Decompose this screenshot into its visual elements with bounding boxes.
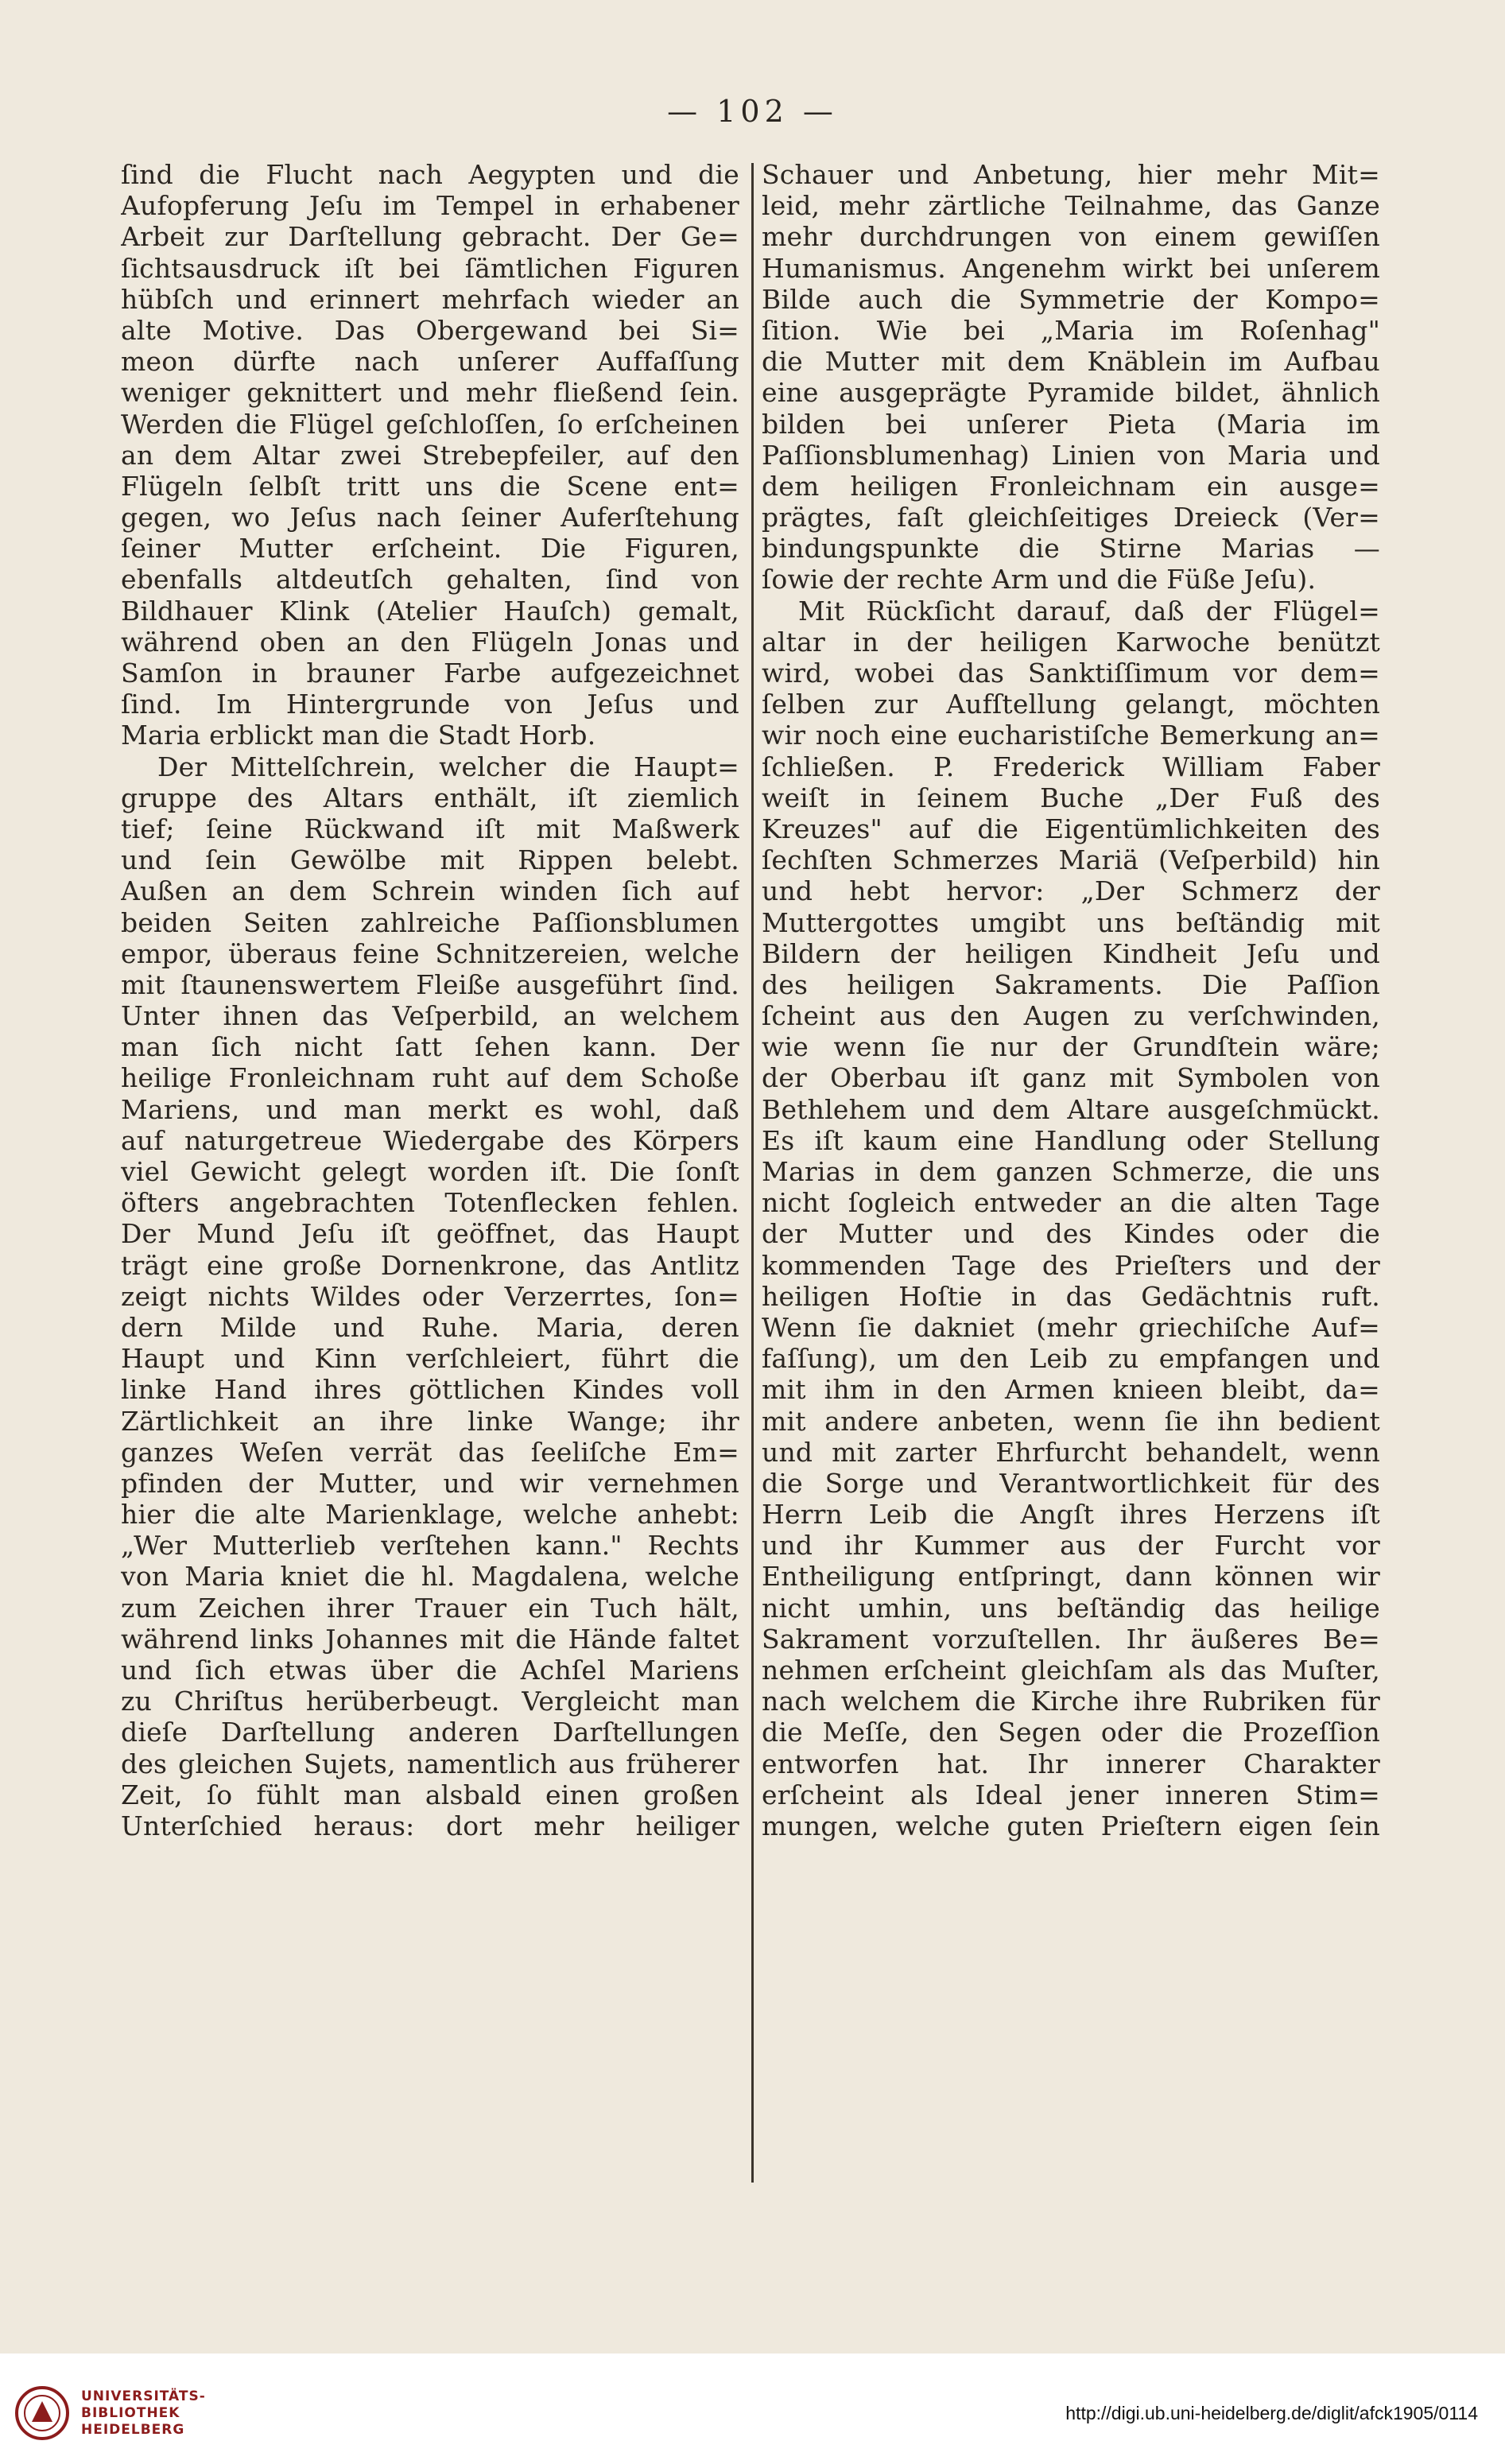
text-line: wie wenn ſie nur der Grundſtein wäre; xyxy=(762,1031,1380,1063)
text-line: Bethlehem und dem Altare ausgeſchmückt. xyxy=(762,1093,1380,1125)
text-line: Bilde auch die Symmetrie der Kompo= xyxy=(762,283,1380,315)
text-line: entworfen hat. Ihr innerer Charakter xyxy=(762,1748,1380,1779)
text-line: ſind die Flucht nach Aegypten und die xyxy=(121,159,739,190)
text-line: heiligen Hoſtie in das Gedächtnis ruft. xyxy=(762,1280,1380,1312)
library-name xyxy=(81,2388,206,2439)
text-line: während oben an den Flügeln Jonas und xyxy=(121,626,739,658)
text-line: zeigt nichts Wildes oder Verzerrtes, ſon= xyxy=(121,1280,739,1312)
text-line: mit ſtaunenswertem Fleiße ausgeführt ſind. xyxy=(121,968,739,1000)
text-line: nicht umhin, uns beſtändig das heilige xyxy=(762,1592,1380,1624)
text-line: und mit zarter Ehrfurcht behandelt, wenn xyxy=(762,1436,1380,1468)
text-line: Aufopferung Jeſu im Tempel in erhabener xyxy=(121,190,739,222)
text-line: Werden die Flügel geſchloſſen, ſo erſcheinen xyxy=(121,408,739,440)
text-line: zum Zeichen ihrer Trauer ein Tuch hält, xyxy=(121,1592,739,1624)
left-text-column xyxy=(121,159,739,1841)
text-line: Flügeln ſelbſt tritt uns die Scene ent= xyxy=(121,470,739,502)
text-line: bindungspunkte die Stirne Marias — xyxy=(762,533,1380,565)
text-line: nicht ſogleich entweder an die alten Tage xyxy=(762,1187,1380,1219)
text-line: ſcheint aus den Augen zu verſchwinden, xyxy=(762,1000,1380,1032)
text-line: gruppe des Altars enthält, iſt ziemlich xyxy=(121,782,739,813)
text-line: man ſich nicht ſatt ſehen kann. Der xyxy=(121,1031,739,1063)
text-line: Unter ihnen das Veſperbild, an welchem xyxy=(121,1000,739,1032)
text-line: ſind. Im Hintergrunde von Jeſus und xyxy=(121,689,739,720)
library-name-line: HEIDELBERG xyxy=(81,2421,185,2438)
text-line: Muttergottes umgibt uns beſtändig mit xyxy=(762,906,1380,938)
text-line: Es iſt kaum eine Handlung oder Stellung xyxy=(762,1124,1380,1156)
text-line: bilden bei unſerer Pieta (Maria im xyxy=(762,408,1380,440)
text-line: eine ausgeprägte Pyramide bildet, ähnlich xyxy=(762,377,1380,409)
text-line: ſelben zur Aufſtellung gelangt, möchten xyxy=(762,689,1380,720)
text-line: Kreuzes" auf die Eigentümlichkeiten des xyxy=(762,813,1380,844)
text-line: Humanismus. Angenehm wirkt bei unſerem xyxy=(762,252,1380,284)
text-line: des heiligen Sakraments. Die Paſſion xyxy=(762,968,1380,1000)
text-line: mehr durchdrungen von einem gewiſſen xyxy=(762,221,1380,253)
text-line: Zeit, ſo fühlt man alsbald einen großen xyxy=(121,1779,739,1810)
text-line: weniger geknittert und mehr fließend ſein. xyxy=(121,377,739,409)
text-line: pfinden der Mutter, und wir vernehmen xyxy=(121,1467,739,1499)
text-line: Bildern der heiligen Kindheit Jeſu und xyxy=(762,937,1380,969)
text-line: mit ihm in den Armen knieen bleibt, da= xyxy=(762,1374,1380,1406)
library-name-line: BIBLIOTHEK xyxy=(81,2404,180,2421)
text-line: Sakrament vorzuſtellen. Ihr äußeres Be= xyxy=(762,1623,1380,1655)
library-logo[interactable] xyxy=(14,2385,206,2441)
text-line: Bildhauer Klink (Atelier Hauſch) gemalt, xyxy=(121,595,739,627)
text-line: linke Hand ihres göttlichen Kindes voll xyxy=(121,1374,739,1406)
text-line: während links Johannes mit die Hände faltet xyxy=(121,1623,739,1655)
library-seal-icon xyxy=(14,2385,70,2441)
text-line: Der Mund Jeſu iſt geöffnet, das Haupt xyxy=(121,1218,739,1250)
text-line: erſcheint als Ideal jener inneren Stim= xyxy=(762,1779,1380,1810)
text-line: Maria erblickt man die Stadt Horb. xyxy=(121,720,596,751)
text-line: der Mutter und des Kindes oder die xyxy=(762,1218,1380,1250)
text-line: faſſung), um den Leib zu empfangen und xyxy=(762,1343,1380,1375)
text-line: dieſe Darſtellung anderen Darſtellungen xyxy=(121,1717,739,1748)
text-line: Samſon in brauner Farbe aufgezeichnet xyxy=(121,658,739,689)
text-line: wir noch eine eucharistiſche Bemerkung an= xyxy=(762,720,1380,751)
text-line: Mariens, und man merkt es wohl, daß xyxy=(121,1093,739,1125)
footer-bar xyxy=(0,2353,1505,2464)
text-line: trägt eine große Dornenkrone, das Antlitz xyxy=(121,1249,739,1281)
permalink-url[interactable]: http://digi.ub.uni-heidelberg.de/diglit/afck1905/0114 xyxy=(1065,2403,1478,2423)
text-line: ganzes Weſen verrät das ſeeliſche Em= xyxy=(121,1436,739,1468)
text-line: und ihr Kummer aus der Furcht vor xyxy=(762,1530,1380,1562)
text-line: heilige Fronleichnam ruht auf dem Schoße xyxy=(121,1062,739,1094)
text-line: Der Mittelſchrein, welcher die Haupt= xyxy=(157,751,739,782)
text-line: alte Motive. Das Obergewand bei Si= xyxy=(121,314,739,346)
text-line: gegen, wo Jeſus nach ſeiner Auferſtehung xyxy=(121,502,739,534)
text-line: des gleichen Sujets, namentlich aus früherer xyxy=(121,1748,739,1779)
text-line: wird, wobei das Sanktiſſimum vor dem= xyxy=(762,658,1380,689)
library-name-line: UNIVERSITÄTS- xyxy=(81,2388,206,2404)
text-line: Wenn ſie dakniet (mehr griechiſche Auf= xyxy=(762,1311,1380,1343)
text-line: Zärtlichkeit an ihre linke Wange; ihr xyxy=(121,1405,739,1437)
text-line: nach welchem die Kirche ihre Rubriken für xyxy=(762,1686,1380,1717)
text-line: und ſich etwas über die Achſel Mariens xyxy=(121,1655,739,1686)
text-line: Herrn Leib die Angſt ihres Herzens iſt xyxy=(762,1499,1380,1531)
text-line: Paſſionsblumenhag) Linien von Maria und xyxy=(762,439,1380,471)
text-line: und ſein Gewölbe mit Rippen belebt. xyxy=(121,844,739,876)
text-line: dern Milde und Ruhe. Maria, deren xyxy=(121,1311,739,1343)
text-line: die Sorge und Verantwortlichkeit für des xyxy=(762,1467,1380,1499)
text-line: ſeiner Mutter erſcheint. Die Figuren, xyxy=(121,533,739,565)
text-line: weiſt in ſeinem Buche „Der Fuß des xyxy=(762,782,1380,813)
text-line: viel Gewicht gelegt worden iſt. Die ſonſt xyxy=(121,1156,739,1187)
text-line: prägtes, faſt gleichſeitiges Dreieck (Ver= xyxy=(762,502,1380,534)
text-line: Marias in dem ganzen Schmerze, die uns xyxy=(762,1156,1380,1187)
column-divider xyxy=(751,163,754,2183)
text-line: leid, mehr zärtliche Teilnahme, das Ganze xyxy=(762,190,1380,222)
text-line: nehmen erſcheint gleichſam als das Muſter, xyxy=(762,1655,1380,1686)
text-line: der Oberbau iſt ganz mit Symbolen von xyxy=(762,1062,1380,1094)
text-line: mungen, welche guten Prieſtern eigen ſein xyxy=(762,1810,1380,1841)
text-line: Außen an dem Schrein winden ſich auf xyxy=(121,875,739,907)
text-line: tief; ſeine Rückwand iſt mit Maßwerk xyxy=(121,813,739,844)
text-line: Schauer und Anbetung, hier mehr Mit= xyxy=(762,159,1380,190)
text-line: die Mutter mit dem Knäblein im Aufbau xyxy=(762,346,1380,378)
text-line: von Maria kniet die hl. Magdalena, welche xyxy=(121,1561,739,1593)
text-line: ſchließen. P. Frederick William Faber xyxy=(762,751,1380,782)
text-line: Mit Rückſicht darauf, daß der Flügel= xyxy=(798,595,1380,627)
text-line: meon dürfte nach unſerer Auffaſſung xyxy=(121,346,739,378)
text-line: hier die alte Marienklage, welche anhebt: xyxy=(121,1499,739,1531)
text-line: Unterſchied heraus: dort mehr heiliger xyxy=(121,1810,739,1841)
text-line: auf naturgetreue Wiedergabe des Körpers xyxy=(121,1124,739,1156)
text-line: kommenden Tage des Prieſters und der xyxy=(762,1249,1380,1281)
text-line: an dem Altar zwei Strebepfeiler, auf den xyxy=(121,439,739,471)
text-line: zu Chriſtus herüberbeugt. Vergleicht man xyxy=(121,1686,739,1717)
text-line: ſechſten Schmerzes Mariä (Veſperbild) hin xyxy=(762,844,1380,876)
text-line: Entheiligung entſpringt, dann können wir xyxy=(762,1561,1380,1593)
text-line: die Meſſe, den Segen oder die Prozeſſion xyxy=(762,1717,1380,1748)
page-number: — 102 — xyxy=(667,94,838,129)
text-line: empor, überaus feine Schnitzereien, welche xyxy=(121,937,739,969)
text-line: ſichtsausdruck iſt bei ſämtlichen Figuren xyxy=(121,252,739,284)
text-line: Arbeit zur Darſtellung gebracht. Der Ge= xyxy=(121,221,739,253)
text-line: mit andere anbeten, wenn ſie ihn bedient xyxy=(762,1405,1380,1437)
text-line: ſowie der rechte Arm und die Füße Jeſu). xyxy=(762,564,1317,596)
text-line: „Wer Mutterlieb verſtehen kann." Rechts xyxy=(121,1530,739,1562)
text-line: öfters angebrachten Totenflecken fehlen. xyxy=(121,1187,739,1219)
text-line: ſition. Wie bei „Maria im Roſenhag" xyxy=(762,314,1380,346)
text-line: dem heiligen Fronleichnam ein ausge= xyxy=(762,470,1380,502)
text-line: beiden Seiten zahlreiche Paſſionsblumen xyxy=(121,906,739,938)
text-line: hübſch und erinnert mehrfach wieder an xyxy=(121,283,739,315)
text-line: altar in der heiligen Karwoche benützt xyxy=(762,626,1380,658)
text-line: Haupt und Kinn verſchleiert, führt die xyxy=(121,1343,739,1375)
text-line: ebenfalls altdeutſch gehalten, ſind von xyxy=(121,564,739,596)
text-line: und hebt hervor: „Der Schmerz der xyxy=(762,875,1380,907)
right-text-column xyxy=(762,159,1380,1841)
